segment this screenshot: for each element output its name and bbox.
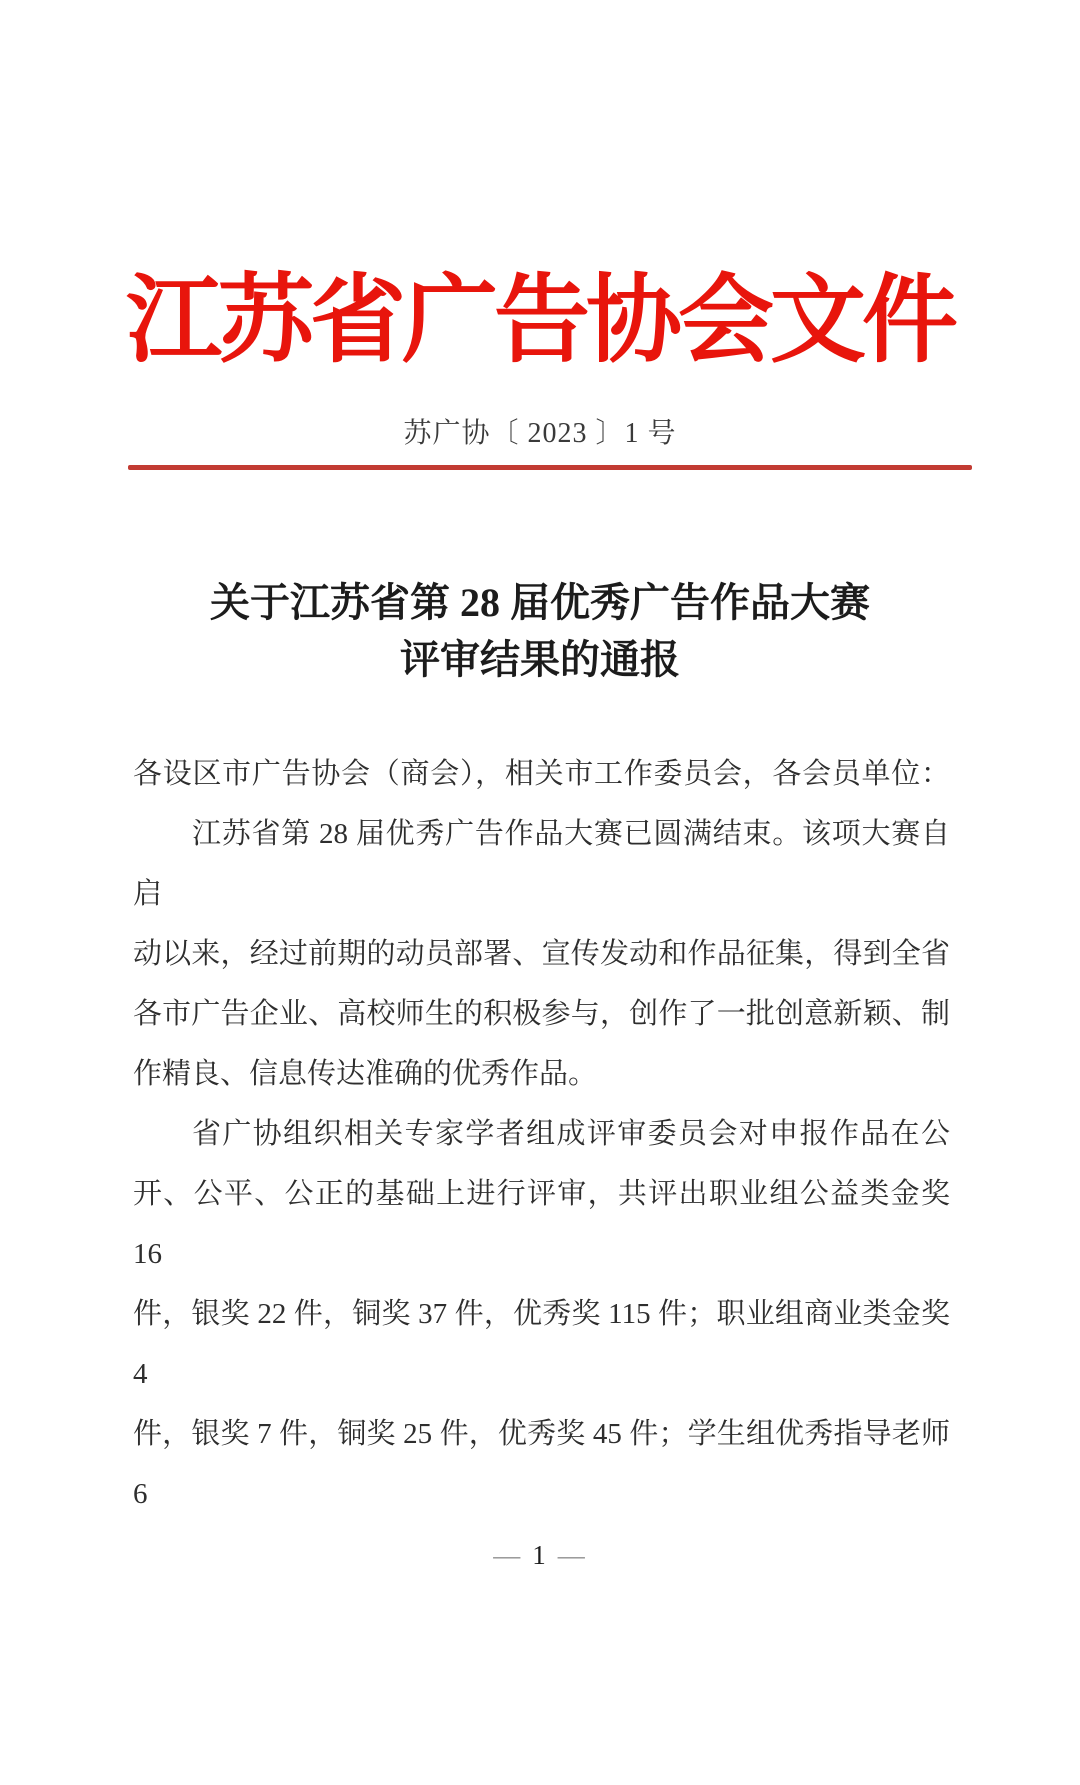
body-line: 江苏省第 28 届优秀广告作品大赛已圆满结束。该项大赛自启: [133, 817, 950, 910]
page-footer: [0, 1540, 1080, 1571]
red-divider-line: [128, 465, 972, 470]
doc-number: 苏广协〔 2023 〕1 号: [403, 417, 677, 449]
document-body: [133, 744, 950, 1524]
org-title: 江苏省广告协会文件: [126, 267, 954, 374]
body-line: 动以来，经过前期的动员部署、宣传发动和作品征集，得到全省: [133, 937, 950, 970]
document-title: [0, 574, 1080, 688]
body-line: 作精良、信息传达准确的优秀作品。: [133, 1057, 598, 1090]
body-line: 省广协组织相关专家学者组成评审委员会对申报作品在公: [192, 1117, 950, 1150]
document-title-line1: 关于江苏省第 28 届优秀广告作品大赛: [210, 579, 870, 625]
body-line: 各市广告企业、高校师生的积极参与，创作了一批创意新颖、制: [133, 997, 950, 1030]
page-number: 1: [532, 1539, 548, 1570]
body-line: 开、公平、公正的基础上进行评审，共评出职业组公益类金奖 16: [133, 1177, 950, 1270]
salutation-line: 各设区市广告协会（商会），相关市工作委员会，各会员单位：: [133, 757, 950, 790]
document-page: [0, 258, 1080, 1785]
footer-dash-right: —: [557, 1539, 587, 1570]
body-line: 件，银奖 22 件，铜奖 37 件，优秀奖 115 件；职业组商业类金奖 4: [133, 1297, 950, 1390]
document-title-line2: 评审结果的通报: [400, 636, 680, 682]
body-line: 件，银奖 7 件，铜奖 25 件，优秀奖 45 件；学生组优秀指导老师 6: [133, 1417, 950, 1510]
footer-dash-left: —: [493, 1539, 523, 1570]
